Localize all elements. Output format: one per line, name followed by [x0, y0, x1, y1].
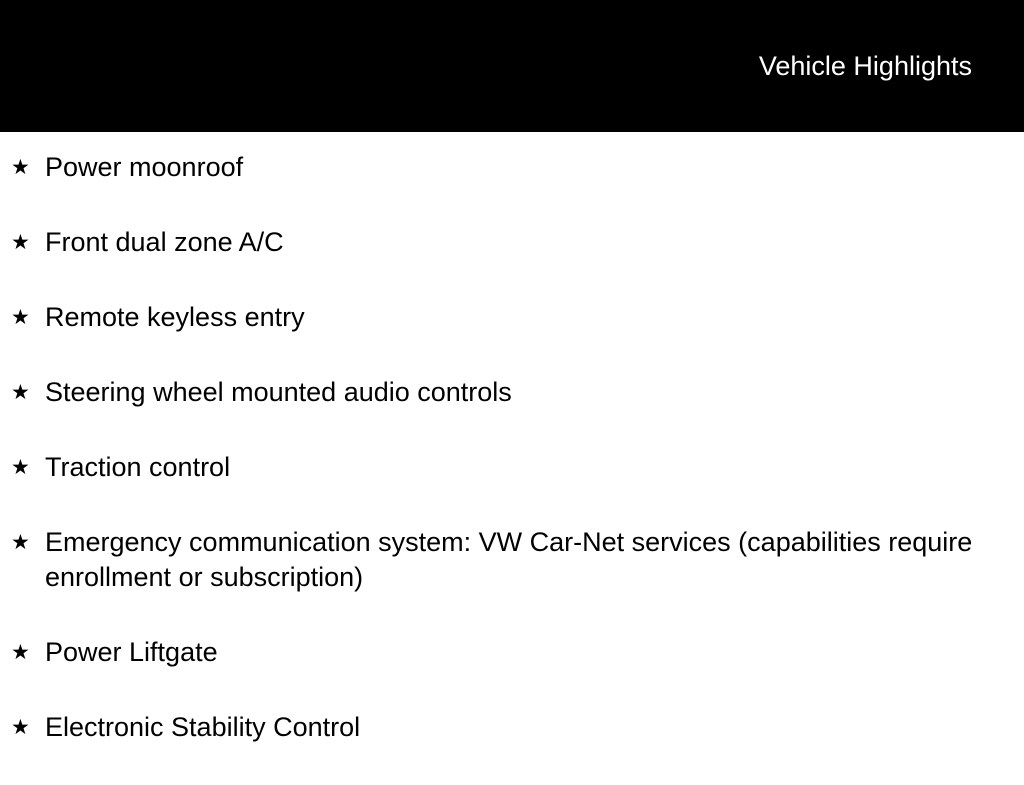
highlights-list	[0, 150, 1024, 785]
list-item-label: Power moonroof	[45, 152, 244, 182]
list-item-label: Front dual zone A/C	[45, 227, 284, 257]
star-icon: ★	[11, 231, 30, 254]
star-icon: ★	[11, 531, 30, 554]
list-item-label: Traction control	[45, 452, 231, 482]
list-item-label: Electronic Stability Control	[45, 712, 361, 742]
list-item-label: Emergency communication system: VW Car-Net services (capabilities require enrollment or subscription)	[45, 527, 973, 592]
list-item	[0, 300, 1024, 335]
star-icon: ★	[11, 716, 30, 739]
list-item	[0, 150, 1024, 185]
page-title: Vehicle Highlights	[758, 51, 972, 81]
list-item	[0, 710, 1024, 745]
header-bar	[0, 0, 1024, 132]
star-icon: ★	[11, 641, 30, 664]
list-item-label: Steering wheel mounted audio controls	[45, 377, 512, 407]
star-icon: ★	[11, 381, 30, 404]
list-item	[0, 635, 1024, 670]
list-item-label: Remote keyless entry	[45, 302, 305, 332]
list-item-label: Power Liftgate	[45, 637, 218, 667]
list-item	[0, 525, 1024, 595]
star-icon: ★	[11, 456, 30, 479]
list-item	[0, 375, 1024, 410]
list-item	[0, 450, 1024, 485]
star-icon: ★	[11, 306, 30, 329]
list-item	[0, 225, 1024, 260]
star-icon: ★	[11, 156, 30, 179]
